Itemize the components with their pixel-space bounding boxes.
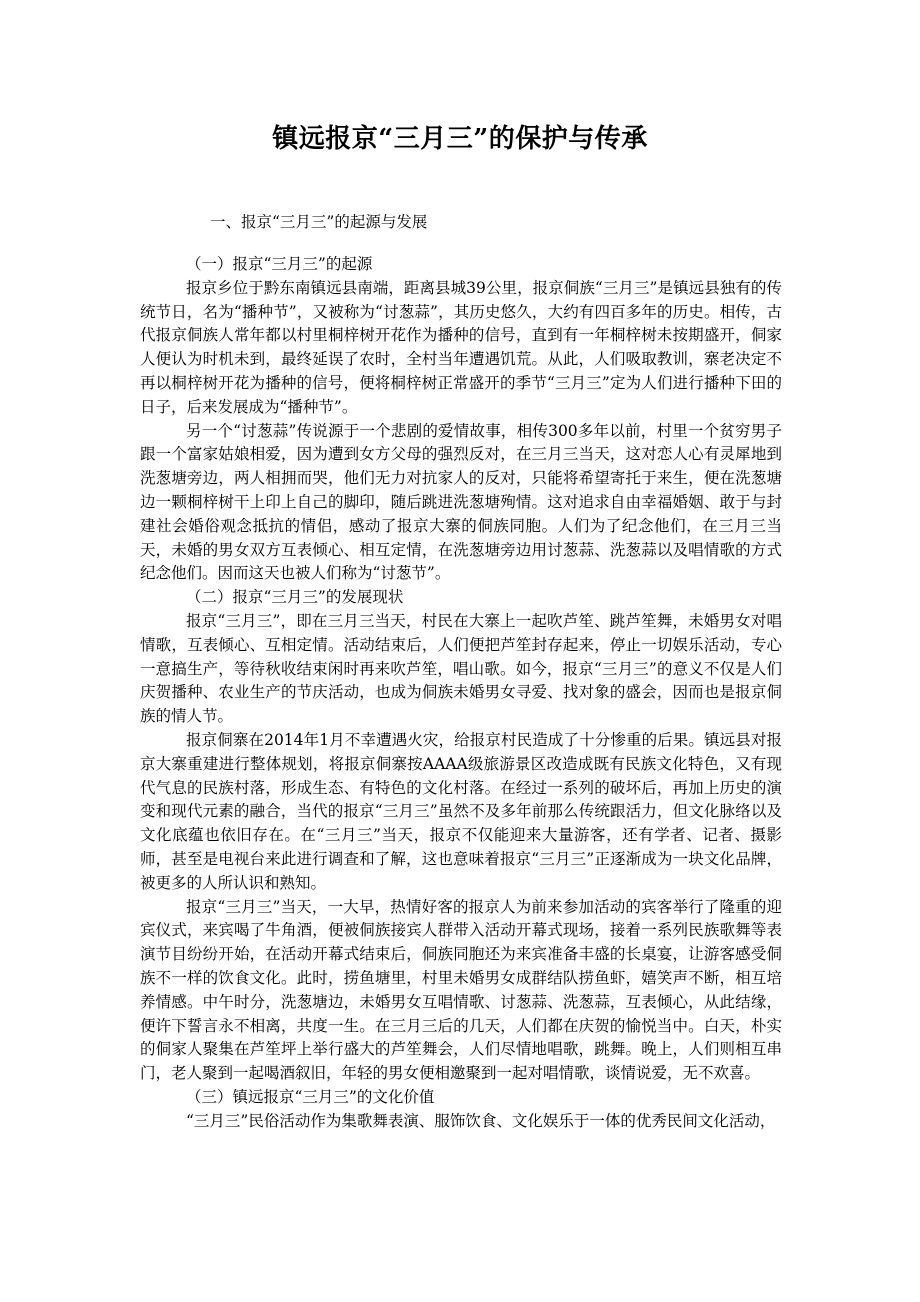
subsection-heading: （一）报京“三月三”的起源 — [186, 255, 373, 273]
document-body — [140, 253, 782, 1133]
subsection-heading: （二）报京“三月三”的发展现状 — [186, 588, 404, 607]
subsection-heading: （三）镇远报京“三月三”的文化价值 — [186, 1087, 435, 1106]
paragraph: 报京“三月三”当天，一大早，热情好客的报京人为前来参加活动的宾客举行了隆重的迎宾仪式，来宾喝了牛角酒，便被侗族接宾人群带入活动开幕式现场，接着一系列民族歌舞等表演节目纷纷开始，在活动开幕式结束后，侗族同胞还为来宾准备丰盛的长桌宴，让游客感受侗族不一样的饮食文化。此时，捞鱼塘里，村里未婚男女成群结队捞鱼虾，嬉笑声不断，相互培养情感。中午时分，洗葱塘边，未婚男女互唱情歌、讨葱蒜、洗葱蒜，互表倾心，从此结缘，便许下誓言永不相离，共度一生。在三月三后的几天，人们都在庆贺的愉悦当中。白天，朴实的侗家人聚集在芦笙坪上举行盛大的芦笙舞会，人们尽情地唱歌，跳舞。晚上，人们则相互串门，老人聚到一起喝酒叙旧，年轻的男女便相邀聚到一起对唱情歌，谈情说爱，无不欢喜。 — [140, 897, 782, 1083]
document-title: 镇远报京“三月三”的保护与传承 — [272, 124, 648, 154]
paragraph: 报京侗寨在2014年1月不幸遭遇火灾，给报京村民造成了十分惨重的后果。镇远县对报京大寨重建进行整体规划，将报京侗寨按AAAA级旅游景区改造成既有民族文化特色，又有现代气息的民族村落，形成生态、有特色的文化村落。在经过一系列的破坏后，再加上历史的演变和现代元素的融合，当代的报京“三月三”虽然不及多年前那么传统跟活力，但文化脉络以及文化底蕴也依旧存在。在“三月三”当天，报京不仅能迎来大量游客，还有学者、记者、摄影师，甚至是电视台来此进行调查和了解，这也意味着报京“三月三”正逐渐成为一块文化品牌，被更多的人所认识和熟知。 — [140, 730, 782, 892]
paragraph: 报京“三月三”，即在三月三当天，村民在大寨上一起吹芦笙、跳芦笙舞，未婚男女对唱情歌，互表倾心、互相定情。活动结束后，人们便把芦笙封存起来，停止一切娱乐活动，专心一意搞生产，等待秋收结束闲时再来吹芦笙，唱山歌。如今，报京“三月三”的意义不仅是人们庆贺播种、农业生产的节庆活动，也成为侗族未婚男女寻爱、找对象的盛会，因而也是报京侗族的情人节。 — [140, 611, 782, 726]
paragraph: 报京乡位于黔东南镇远县南端，距离县城39公里，报京侗族“三月三”是镇远县独有的传统节日，名为“播种节”，又被称为“讨葱蒜”，其历史悠久，大约有四百多年的历史。相传，古代报京侗族人常年都以村里桐梓树开花作为播种的信号，直到有一年桐梓树未按期盛开，侗家人便认为时机未到，最终延误了农时，全村当年遭遇饥荒。从此，人们吸取教训，寨老决定不再以桐梓树开花为播种的信号，便将桐梓树正常盛开的季节“三月三”定为人们进行播种下田的日子，后来发展成为“播种节”。 — [140, 278, 782, 416]
paragraph: “三月三”民俗活动作为集歌舞表演、服饰饮食、文化娱乐于一体的优秀民间文化活动， — [186, 1111, 776, 1130]
section-heading: 一、报京“三月三”的起源与发展 — [210, 213, 428, 231]
paragraph: 另一个“讨葱蒜”传说源于一个悲剧的爱情故事，相传300多年以前，村里一个贫穷男子跟一个富家姑娘相爱，因为遭到女方父母的强烈反对，在三月三当天，这对恋人心有灵犀地到洗葱塘旁边，两人相拥而哭，他们无力对抗家人的反对，只能将希望寄托于来生，便在洗葱塘边一颗桐梓树干上印上自己的脚印，随后跳进洗葱塘殉情。这对追求自由幸福婚姻、敢于与封建社会婚俗观念抵抗的情侣，感动了报京大寨的侗族同胞。人们为了纪念他们，在三月三当天，未婚的男女双方互表倾心、相互定情，在洗葱塘旁边用讨葱蒜、洗葱蒜以及唱情歌的方式纪念他们。因而这天也被人们称为“讨葱节”。 — [140, 421, 782, 583]
